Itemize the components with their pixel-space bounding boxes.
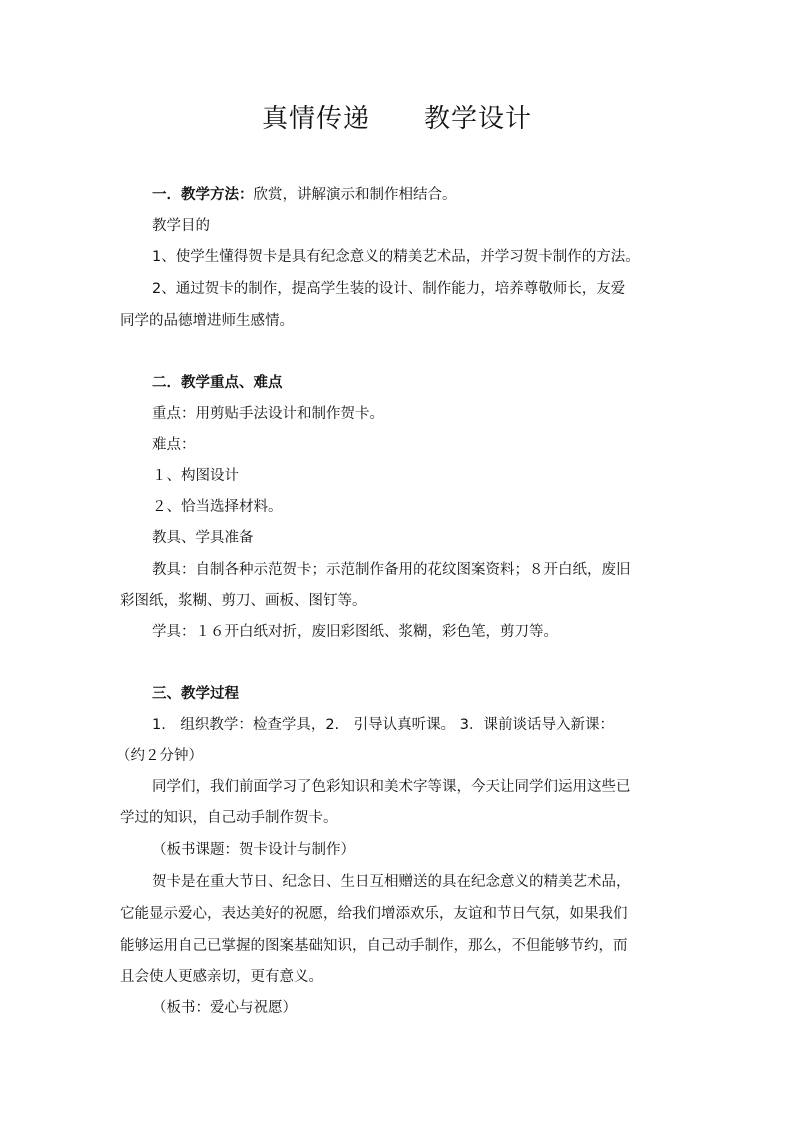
student-tools: 学具：１６开白纸对折，废旧彩图纸、浆糊，彩色笔，剪刀等。 <box>152 624 558 640</box>
difficult-item-2: ２、恰当选择材料。 <box>152 499 283 515</box>
page-title: 真情传递 教学设计 <box>261 104 532 134</box>
card-paragraph-line1: 贺卡是在重大节日、纪念日、生日互相赠送的具在纪念意义的精美艺术品， <box>152 874 631 890</box>
section1-heading-line <box>152 185 457 205</box>
section1-heading-rest: 欣赏，讲解演示和制作相结合。 <box>253 187 457 203</box>
card-paragraph-line2: 它能显示爱心，表达美好的祝愿，给我们增添欢乐，友谊和节日气氛，如果我们 <box>120 906 628 922</box>
difficult-label: 难点： <box>152 437 196 453</box>
teacher-tools-line1: 教具：自制各种示范贺卡；示范制作备用的花纹图案资料；８开白纸，废旧 <box>152 562 631 578</box>
difficult-item-1: １、构图设计 <box>152 468 239 484</box>
process-steps-line1: 1. 组织教学：检查学具，2. 引导认真听课。 3．课前谈话导入新课： <box>152 717 615 733</box>
board-note-1: （板书课题：贺卡设计与制作） <box>152 842 355 858</box>
section2-heading: 二．教学重点、难点 <box>152 375 283 391</box>
intro-paragraph-line1: 同学们，我们前面学习了色彩知识和美术字等课，今天让同学们运用这些已 <box>152 779 631 795</box>
goal-item-2-line1: 2、通过贺卡的制作，提高学生装的设计、制作能力，培养尊敬师长，友爱 <box>152 281 626 297</box>
section3-heading: 三、教学过程 <box>152 686 239 702</box>
board-note-2: （板书：爱心与祝愿） <box>152 1000 297 1016</box>
card-paragraph-line3: 能够运用自己已掌握的图案基础知识，自己动手制作，那么，不但能够节约，而 <box>120 938 628 954</box>
goal-item-2-line2: 同学的品德增进师生感情。 <box>120 313 294 329</box>
key-point: 重点：用剪贴手法设计和制作贺卡。 <box>152 406 384 422</box>
intro-paragraph-line2: 学过的知识，自己动手制作贺卡。 <box>120 810 338 826</box>
process-steps-line2: （约２分钟） <box>116 748 203 764</box>
tools-label: 教具、学具准备 <box>152 530 254 546</box>
section1-heading: 一．教学方法： <box>152 187 254 203</box>
goal-label: 教学目的 <box>152 218 210 234</box>
card-paragraph-line4: 且会使人更感亲切，更有意义。 <box>120 969 323 985</box>
teacher-tools-line2: 彩图纸，浆糊、剪刀、画板、图钉等。 <box>120 593 367 609</box>
goal-item-1: 1、使学生懂得贺卡是具有纪念意义的精美艺术品，并学习贺卡制作的方法。 <box>152 249 640 265</box>
